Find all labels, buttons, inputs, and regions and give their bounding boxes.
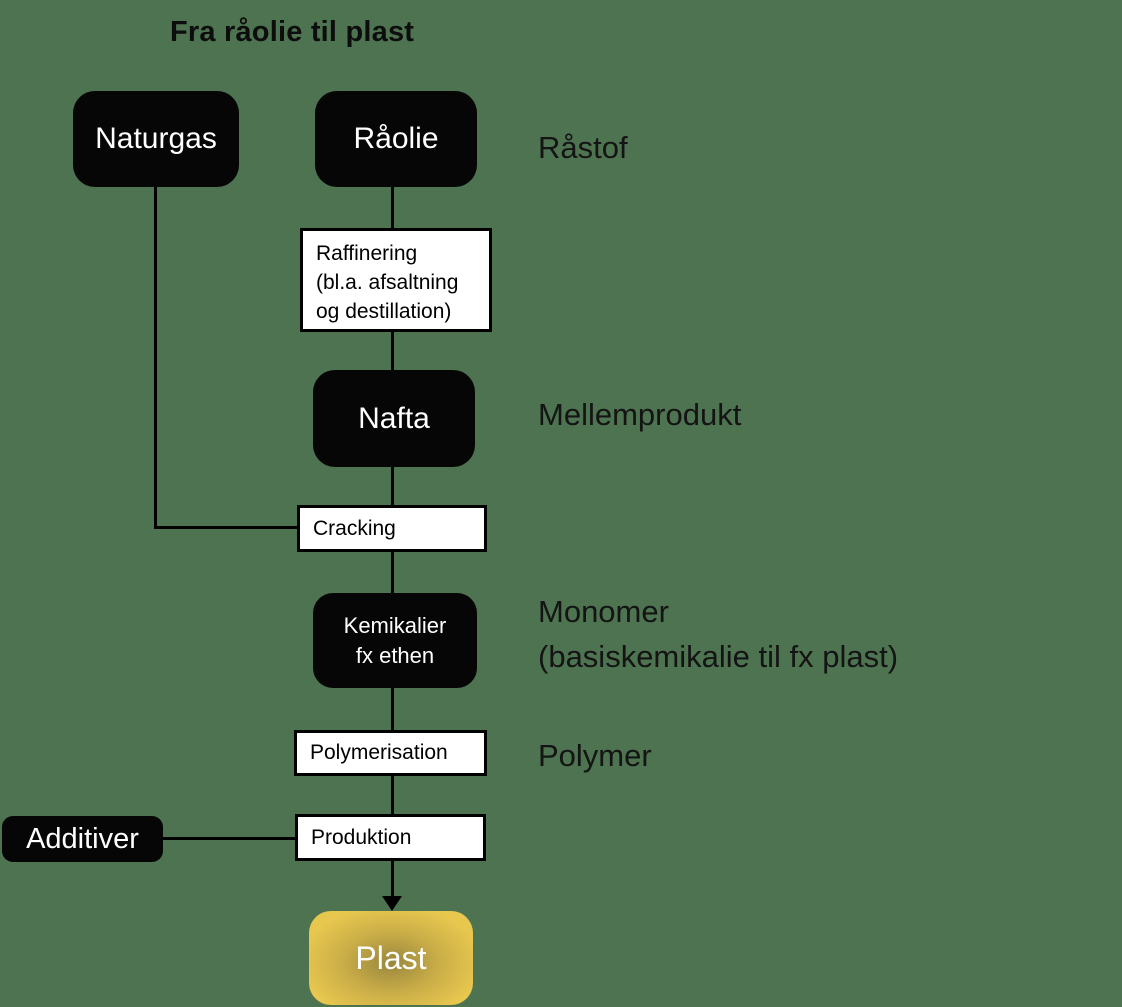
node-nafta-label: Nafta [358, 401, 430, 435]
process-polymerisation [294, 730, 487, 776]
stage-label-mellemprodukt: Mellemprodukt [538, 397, 742, 432]
process-raffinering-line3: og destillation) [316, 300, 452, 323]
connector-additiver-produktion [163, 837, 295, 840]
connector-raolie-raffinering [391, 187, 394, 228]
stage-label-monomer-line2: (basiskemikalie til fx plast) [538, 639, 899, 674]
connector-cracking-kemikalier [391, 552, 394, 593]
node-raolie [315, 91, 477, 187]
node-raolie-label: Råolie [353, 122, 439, 155]
node-plast [309, 911, 473, 1005]
node-kemikalier-line1: Kemikalier [343, 612, 447, 638]
node-kemikalier [313, 593, 477, 688]
node-additiver [2, 816, 163, 862]
node-additiver-label: Additiver [26, 822, 139, 855]
stage-label-polymer: Polymer [538, 738, 652, 773]
process-produktion-label: Produktion [311, 825, 412, 849]
node-kemikalier-line2: fx ethen [355, 642, 435, 668]
arrow-down-icon [382, 896, 402, 911]
stage-label-monomer [538, 589, 898, 679]
node-naturgas-label: Naturgas [95, 122, 217, 155]
node-naturgas [73, 91, 239, 187]
node-nafta [313, 370, 475, 467]
process-polymerisation-label: Polymerisation [310, 741, 448, 764]
connector-polymerisation-produktion [391, 776, 394, 814]
connector-nafta-cracking [391, 467, 394, 505]
process-raffinering-line1: Raffinering [316, 242, 418, 265]
connector-kemikalier-polymerisation [391, 688, 394, 730]
process-raffinering [300, 228, 492, 332]
process-cracking-label: Cracking [313, 516, 396, 540]
connector-naturgas-horizontal [154, 526, 297, 529]
node-plast-label: Plast [355, 939, 427, 976]
stage-label-monomer-line1: Monomer [538, 594, 669, 629]
process-cracking [297, 505, 487, 552]
connector-naturgas-vertical [154, 187, 157, 529]
stage-label-rastof: Råstof [538, 130, 628, 165]
connector-raffinering-nafta [391, 332, 394, 370]
process-raffinering-line2: (bl.a. afsaltning [316, 271, 459, 294]
diagram-title: Fra råolie til plast [170, 16, 415, 48]
connector-produktion-plast [391, 861, 394, 897]
process-produktion [295, 814, 486, 861]
